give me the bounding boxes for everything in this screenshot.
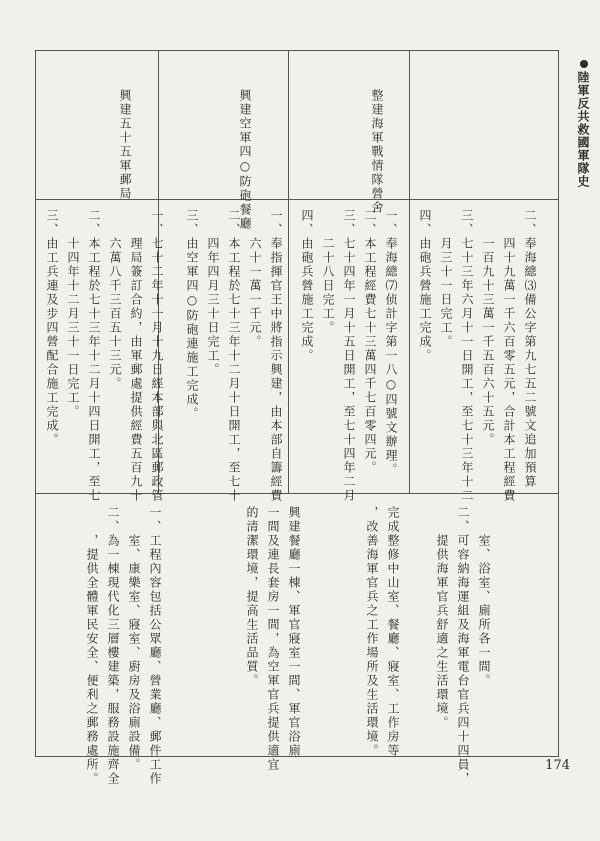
process-cell-row3: 一、七十二年十一月十九日經本部與北區郵政管 理局簽訂合約，由軍郵處提供經費五百九十 六萬八千三百五十三元。 二、本工程於七十三年十二月十四日開工，至七 十四年十二月三十一日完工。 三、由工兵連及步四營配合施工完成。 (45, 209, 164, 503)
results-cell-row1: 完成整修中山室、餐廳、寢室、工作房等 ，改善海軍官兵之工作場所及生活環境。 (365, 506, 400, 758)
page-number: 174 (545, 758, 570, 773)
results-cell-row0: 室、浴室、廁所各一間。 二、可容納海運組及海軍電台官兵四十四員， 提供海軍官兵舒適之生活環境。 (435, 506, 491, 786)
project-title-row2: 興建空軍四○防砲餐廳 (238, 89, 252, 231)
results-cell-row3: 一、工程內容包括公眾廳、營業廳、郵件工作 室、康樂室、寢室、廚房及浴廁設備。 二、為一棟現代化三層樓建築，服務設施齊全 ，提供全體軍民安全、便利之郵務處所。 (85, 506, 162, 786)
column-divider (409, 51, 410, 493)
bullet-icon (580, 60, 588, 68)
project-title-row1: 整建海軍戰情隊營舍 (370, 89, 384, 215)
column-divider (288, 51, 289, 493)
results-cell-row2: 興建餐廳一棟、軍官寢室一間、軍官浴廁 一間及連長套房一間，為空軍官兵提供適宜 的清潔環境，提高生活品質。 (245, 506, 301, 772)
table-divider-header (36, 199, 558, 200)
process-cell-row0: 二、奉海總⑶備公字第九七五二號文追加預算 四十九萬一千六百零五元，合計本工程經費 一百九十三萬一千五百六十五元。 三、七十三年六月十一日開工，至七十三年十二 月三十一日完工。 四、由砲兵營施工完成。 (418, 209, 537, 503)
process-cell-row2: 一、奉指揮官王中將指示興建，由本部自籌經費 六十一萬一千元。 二、本工程於七十三年十二月十日開工，至七十 四年四月三十日完工。 三、由空軍四○防砲連施工完成。 (185, 209, 283, 503)
running-head (575, 60, 592, 188)
project-title-row3: 興建五十五軍郵局 (118, 89, 132, 201)
running-head-text: 陸軍反共救國軍隊史 (576, 71, 590, 188)
process-cell-row1: 一、奉海總⑺侦計字第一八○四號文辦理。 二、本工程經費七十三萬四千七百零四元。 三、七十四年一月十五日開工，至七十四年二月 二十八日完工。 四、由砲兵營施工完成。 (300, 209, 398, 503)
table-divider-middle (36, 493, 558, 494)
